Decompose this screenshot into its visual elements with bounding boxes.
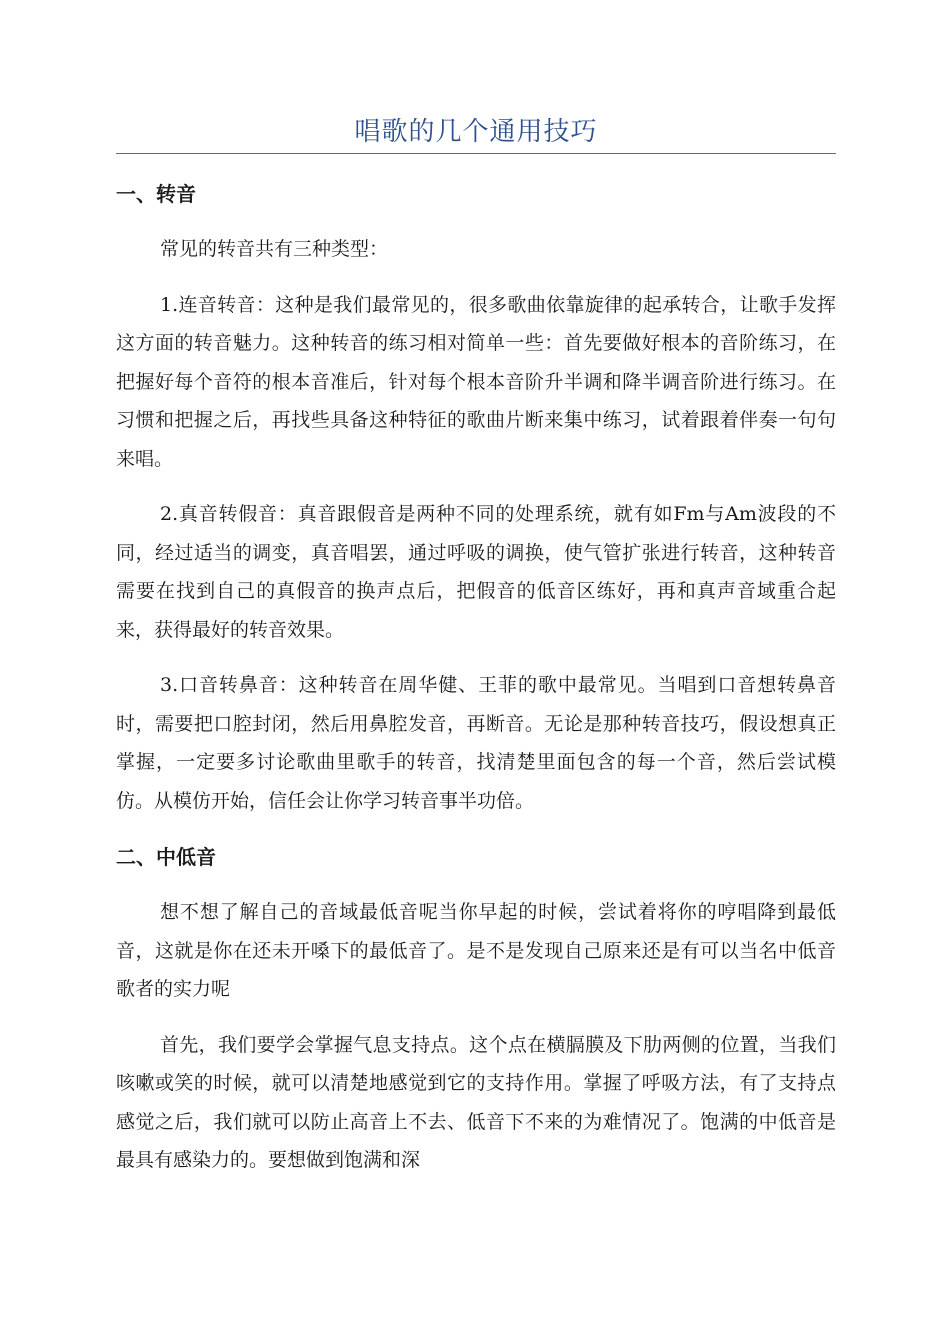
paragraph: 1.连音转音：这种是我们最常见的，很多歌曲依靠旋律的起承转合，让歌手发挥这方面的转音魅力。这种转音的练习相对简单一些：首先要做好根本的音阶练习，在把握好每个音符的根本音准后，针对每个根本音阶升半调和降半调音阶进行练习。在习惯和把握之后，再找些具备这种特征的歌曲片断来集中练习，试着跟着伴奏一句句来唱。 [116, 293, 836, 470]
paragraph: 常见的转音共有三种类型： [160, 238, 389, 260]
section-zhongdiyin [116, 837, 836, 1180]
title-underline [116, 153, 836, 154]
section-heading: 二、中低音 [116, 845, 216, 869]
section-zhuanyin [116, 174, 836, 820]
paragraph: 2.真音转假音：真音跟假音是两种不同的处理系统，就有如Fm与Am波段的不同，经过适当的调变，真音唱罢，通过呼吸的调换，使气管扩张进行转音，这种转音需要在找到自己的真假音的换声点后，把假音的低音区练好，再和真声音域重合起来，获得最好的转音效果。 [116, 503, 836, 641]
document-body [116, 174, 836, 1197]
paragraph: 首先，我们要学会掌握气息支持点。这个点在横膈膜及下肋两侧的位置，当我们咳嗽或笑的时候，就可以清楚地感觉到它的支持作用。掌握了呼吸方法，有了支持点感觉之后，我们就可以防止高音上不去、低音下不来的为难情况了。饱满的中低音是最具有感染力的。要想做到饱满和深 [116, 1033, 836, 1171]
paragraph: 想不想了解自己的音域最低音呢当你早起的时候，尝试着将你的哼唱降到最低音，这就是你在还未开嗓下的最低音了。是不是发现自己原来还是有可以当名中低音歌者的实力呢 [116, 901, 836, 1000]
section-heading: 一、转音 [116, 182, 196, 206]
document-title: 唱歌的几个通用技巧 [354, 117, 598, 147]
paragraph: 3.口音转鼻音：这种转音在周华健、王菲的歌中最常见。当唱到口音想转鼻音时，需要把口腔封闭，然后用鼻腔发音，再断音。无论是那种转音技巧，假设想真正掌握，一定要多讨论歌曲里歌手的转音，找清楚里面包含的每一个音，然后尝试模仿。从模仿开始，信任会让你学习转音事半功倍。 [116, 674, 836, 812]
